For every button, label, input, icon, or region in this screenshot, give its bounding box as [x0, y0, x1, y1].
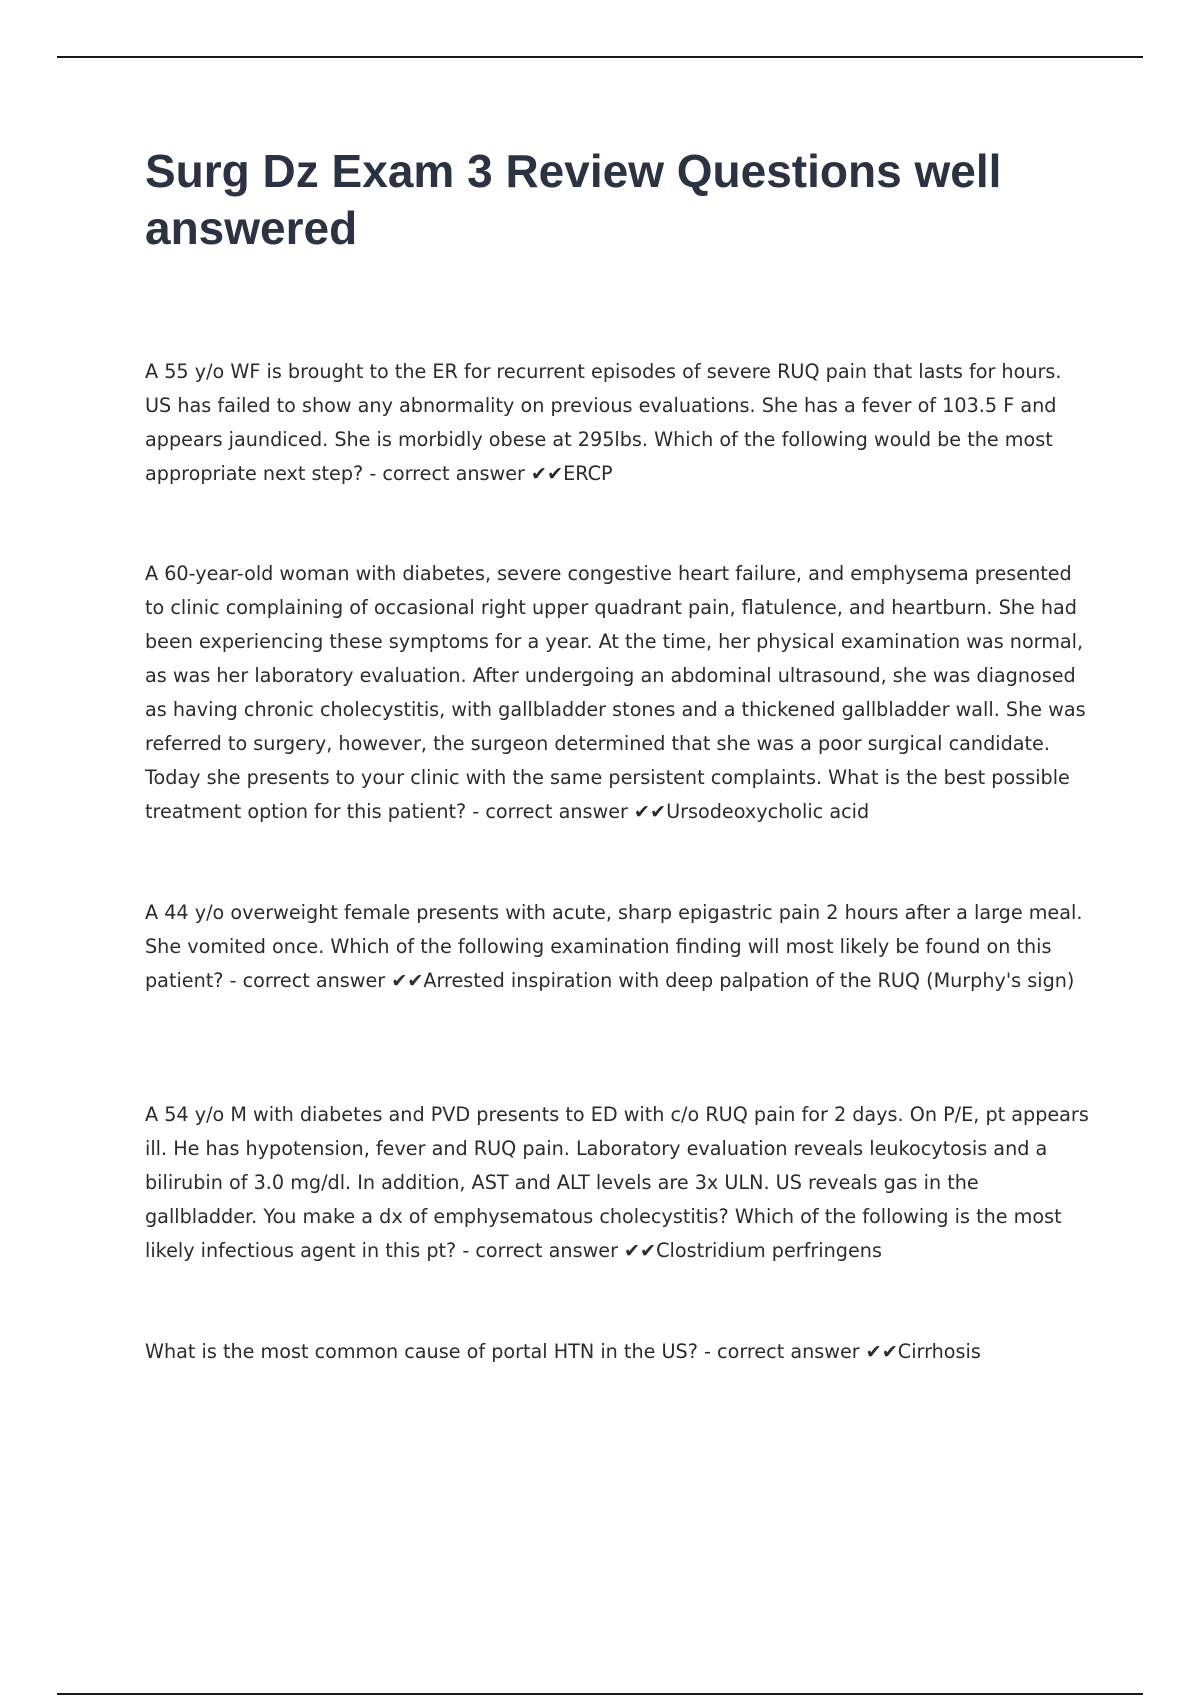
answer-separator: - correct answer	[229, 969, 386, 992]
question-text: A 54 y/o M with diabetes and PVD presents to ED with c/o RUQ pain for 2 days. On P/E, pt appears ill. He has hypotension, fever and RUQ pain. Laboratory evaluation reveals leukocytosis and a bilirubin of 3.0 mg/dl. In addition, AST and ALT levels are 3x ULN. US reveals gas in the gallbladder. You make a dx of emphysematous cholecystitis? Which of the following is the most likely infectious agent in this pt?	[145, 1103, 1089, 1262]
answer-text: Arrested inspiration with deep palpation of the RUQ (Murphy's sign)	[423, 969, 1075, 992]
checkmark-icon: ✔✔	[865, 1340, 898, 1363]
question-text: A 55 y/o WF is brought to the ER for recurrent episodes of severe RUQ pain that lasts for hours. US has failed to show any abnormality on previous evaluations. She has a fever of 103.5 F and appears jaundiced. She is morbidly obese at 295lbs. Which of the following would be the most appropriate next step?	[145, 360, 1062, 485]
page-title: Surg Dz Exam 3 Review Questions well answered	[145, 145, 1002, 254]
qa-item	[145, 896, 1090, 998]
checkmark-icon: ✔✔	[623, 1239, 657, 1262]
answer-separator: - correct answer	[704, 1340, 860, 1363]
answer-text: ERCP	[563, 462, 613, 485]
qa-item	[145, 557, 1090, 829]
checkmark-icon: ✔✔	[530, 462, 564, 485]
question-text: A 60-year-old woman with diabetes, severe congestive heart failure, and emphysema presented to clinic complaining of occasional right upper quadrant pain, flatulence, and heartburn. She had been experiencing these symptoms for a year. At the time, her physical examination was normal, as was her laboratory evaluation. After undergoing an abdominal ultrasound, she was diagnosed as having chronic cholecystitis, with gallbladder stones and a thickened gallbladder wall. She was referred to surgery, however, the surgeon determined that she was a poor surgical candidate. Today she presents to your clinic with the same persistent complaints. What is the best possible treatment option for this patient?	[145, 562, 1086, 823]
top-divider	[57, 56, 1143, 58]
qa-item	[145, 1098, 1090, 1268]
question-text: A 44 y/o overweight female presents with acute, sharp epigastric pain 2 hours after a large meal. She vomited once. Which of the following examination finding will most likely be found on this patient?	[145, 901, 1083, 992]
qa-item	[145, 1335, 1090, 1369]
answer-text: Ursodeoxycholic acid	[666, 800, 870, 823]
answer-separator: - correct answer	[472, 800, 628, 823]
answer-text: Cirrhosis	[897, 1340, 981, 1363]
answer-separator: - correct answer	[369, 462, 525, 485]
answer-separator: - correct answer	[462, 1239, 618, 1262]
answer-text: Clostridium perfringens	[656, 1239, 882, 1262]
question-text: What is the most common cause of portal HTN in the US?	[145, 1340, 698, 1363]
checkmark-icon: ✔✔	[633, 800, 667, 823]
checkmark-icon: ✔✔	[391, 969, 424, 992]
bottom-divider	[57, 1693, 1143, 1695]
qa-item	[145, 355, 1090, 491]
